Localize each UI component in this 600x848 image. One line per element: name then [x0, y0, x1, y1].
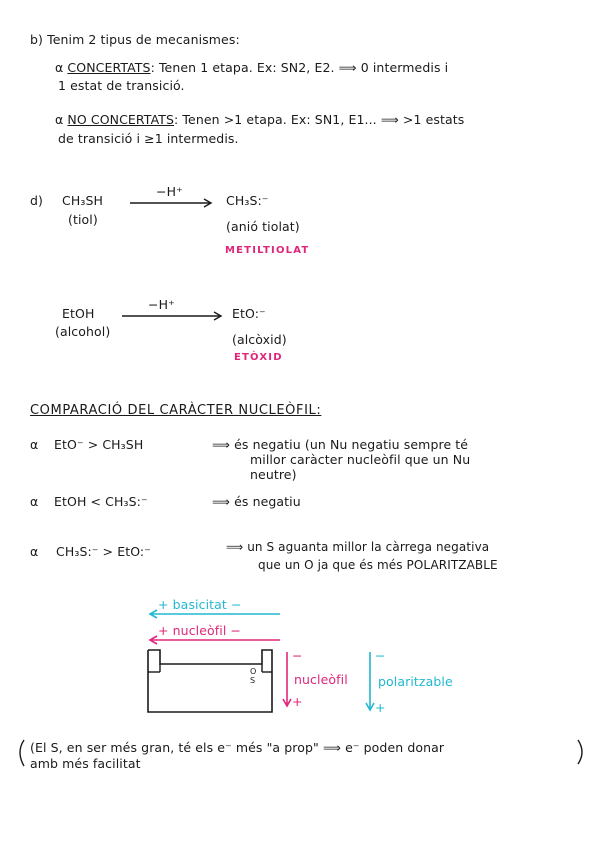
concertats-text: : Tenen 1 etapa. Ex: SN2, E2. ⟹ 0 intermedis i	[150, 60, 449, 75]
basicitat-label: + basicitat −	[158, 597, 242, 612]
c2-left: EtOH < CH₃S:⁻	[54, 494, 148, 509]
r1-reactant: CH₃SH	[62, 193, 103, 208]
r2-name: ETÒXID	[234, 352, 283, 363]
o-label: O	[250, 667, 257, 676]
nucleofil-v-plus: +	[292, 694, 303, 709]
nucleofil-v-label: nucleòfil	[294, 672, 348, 687]
note-line2: amb més facilitat	[30, 756, 141, 771]
c1-left: EtO⁻ > CH₃SH	[54, 437, 144, 452]
comparison-title: COMPARACIÓ DEL CARÀCTER NUCLEÒFIL:	[30, 403, 322, 418]
r1-reactant-note: (tiol)	[68, 212, 98, 227]
c1-text: ⟹ és negatiu (un Nu negatiu sempre té	[212, 437, 469, 452]
alpha-bullet: α	[30, 544, 39, 559]
nucleofil-h-label: + nucleòfil −	[158, 623, 242, 638]
c2-text: ⟹ és negatiu	[212, 494, 301, 509]
section-b-header: b) Tenim 2 tipus de mecanismes:	[30, 32, 240, 47]
r1-arrow-label: −H⁺	[156, 184, 183, 199]
r2-reactant: EtOH	[62, 306, 95, 321]
c1-cont1: millor caràcter nucleòfil que un Nu	[250, 452, 471, 467]
c3-left: CH₃S:⁻ > EtO:⁻	[56, 544, 151, 559]
alpha-bullet: α	[30, 437, 39, 452]
c3-text: ⟹ un S aguanta millor la càrrega negativa	[226, 540, 490, 554]
concertats-label: CONCERTATS	[67, 60, 151, 75]
no-concertats-text: : Tenen >1 etapa. Ex: SN1, E1... ⟹ >1 estats	[174, 112, 465, 127]
r1-product-note: (anió tiolat)	[226, 219, 300, 234]
no-concertats-label: NO CONCERTATS	[67, 112, 175, 127]
nucleofil-v-minus: −	[292, 648, 303, 663]
alpha-bullet: α	[55, 60, 68, 75]
no-concertats-continuation: de transició i ≥1 intermedis.	[58, 131, 239, 146]
r2-product-note: (alcòxid)	[232, 332, 287, 347]
polaritzable-v-minus: −	[375, 648, 386, 663]
polaritzable-label: polaritzable	[378, 674, 453, 689]
r1-product: CH₃S:⁻	[226, 193, 269, 208]
polaritzable-v-plus: +	[375, 700, 386, 715]
c3-cont: que un O ja que és més POLARITZABLE	[258, 558, 498, 572]
r2-arrow-label: −H⁺	[148, 297, 175, 312]
s-label: S	[250, 676, 256, 685]
note-line1: (El S, en ser més gran, té els e⁻ més "a prop" ⟹ e⁻ poden donar	[30, 740, 445, 755]
concertats-continuation: 1 estat de transició.	[58, 78, 185, 93]
note-bracket-right	[578, 740, 582, 764]
section-d-label: d)	[30, 193, 44, 208]
alpha-bullet: α	[30, 494, 39, 509]
r2-reactant-note: (alcohol)	[55, 324, 111, 339]
r1-name: METILTIOLAT	[225, 245, 310, 256]
note-bracket-left	[20, 740, 24, 766]
r2-product: EtO:⁻	[232, 306, 266, 321]
c1-cont2: neutre)	[250, 467, 297, 482]
alpha-bullet: α	[55, 112, 68, 127]
